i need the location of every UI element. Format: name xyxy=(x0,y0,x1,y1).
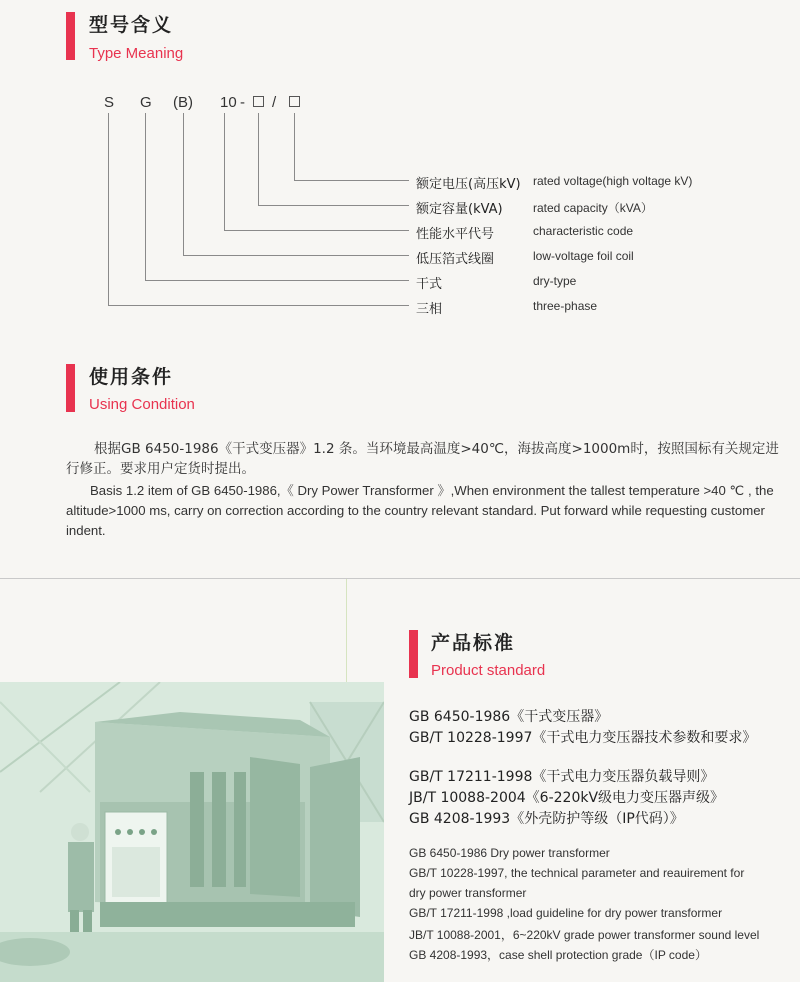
code-dash: - xyxy=(240,94,245,111)
standard-item: GB/T 17211-1998《干式电力变压器负载导则》 xyxy=(409,769,715,785)
capacity-placeholder-box xyxy=(289,96,300,107)
using-condition-paragraph-cn: 根据GB 6450-1986《干式变压器》1.2 条。当环境最高温度>40℃，海拔高度>1000m时，按照国标有关规定进行修正。要求用户定货时提出。 xyxy=(66,441,779,477)
using-condition-title-en: Using Condition xyxy=(89,396,195,413)
using-condition-paragraph-en: Basis 1.2 item of GB 6450-1986,《 Dry Power Transformer 》,When environment the tallest temperature >40 ℃ , the altitude>1000 ms, carry on correction according to the country relevant standard. Put forward while requesting customer indent. xyxy=(66,483,774,538)
label-foil-coil-cn: 低压箔式线圈 xyxy=(416,252,495,267)
label-foil-coil-en: low-voltage foil coil xyxy=(533,249,634,263)
label-three-phase-cn: 三相 xyxy=(416,302,443,317)
standard-item-en: GB 4208-1993，case shell protection grade（IP code） xyxy=(409,948,707,962)
standard-item-en: dry power transformer xyxy=(409,886,527,900)
product-standard-title-cn: 产品标准 xyxy=(431,632,516,654)
section-marker-using-condition xyxy=(66,364,75,412)
transformer-illustration xyxy=(0,682,384,982)
using-condition-title-cn: 使用条件 xyxy=(89,366,174,388)
section-marker-product-standard xyxy=(409,630,418,678)
product-standard-title-en: Product standard xyxy=(431,662,546,679)
standard-item-en: GB 6450-1986 Dry power transformer xyxy=(409,846,610,860)
vertical-accent-line xyxy=(346,579,347,689)
standard-item: JB/T 10088-2004《6-220kV级电力变压器声级》 xyxy=(409,790,725,806)
label-rated-capacity-en: rated capacity（kVA） xyxy=(533,201,653,215)
type-meaning-title-cn: 型号含义 xyxy=(89,14,174,36)
label-dry-type-en: dry-type xyxy=(533,274,577,288)
standard-item-en: JB/T 10088-2001，6~220kV grade power transformer sound level xyxy=(409,928,760,942)
standard-item: GB/T 10228-1997《干式电力变压器技术参数和要求》 xyxy=(409,730,757,746)
code-letter-b: (B) xyxy=(173,94,193,111)
transformer-photo xyxy=(0,682,384,982)
code-letter-g: G xyxy=(140,94,152,111)
type-meaning-title-en: Type Meaning xyxy=(89,45,184,62)
code-letter-s: S xyxy=(104,94,115,111)
label-characteristic-en: characteristic code xyxy=(533,224,634,238)
section-marker-type-meaning xyxy=(66,12,75,60)
label-rated-capacity-cn: 额定容量(kVA) xyxy=(416,202,503,217)
label-rated-voltage-en: rated voltage(high voltage kV) xyxy=(533,174,693,188)
standard-item: GB 6450-1986《干式变压器》 xyxy=(409,709,609,725)
standard-item-en: GB/T 10228-1997, the technical parameter and reauirement for xyxy=(409,866,745,880)
section-divider xyxy=(0,578,800,579)
voltage-placeholder-box xyxy=(253,96,264,107)
standard-item: GB 4208-1993《外壳防护等级（IP代码）》 xyxy=(409,811,684,827)
standard-item-en: GB/T 17211-1998 ,load guideline for dry power transformer xyxy=(409,906,723,920)
label-characteristic-cn: 性能水平代号 xyxy=(416,227,495,242)
code-slash: / xyxy=(272,94,277,111)
code-number: 10 xyxy=(220,94,237,111)
label-rated-voltage-cn: 额定电压(高压kV) xyxy=(416,177,521,192)
label-dry-type-cn: 干式 xyxy=(416,277,443,292)
label-three-phase-en: three-phase xyxy=(533,299,598,313)
